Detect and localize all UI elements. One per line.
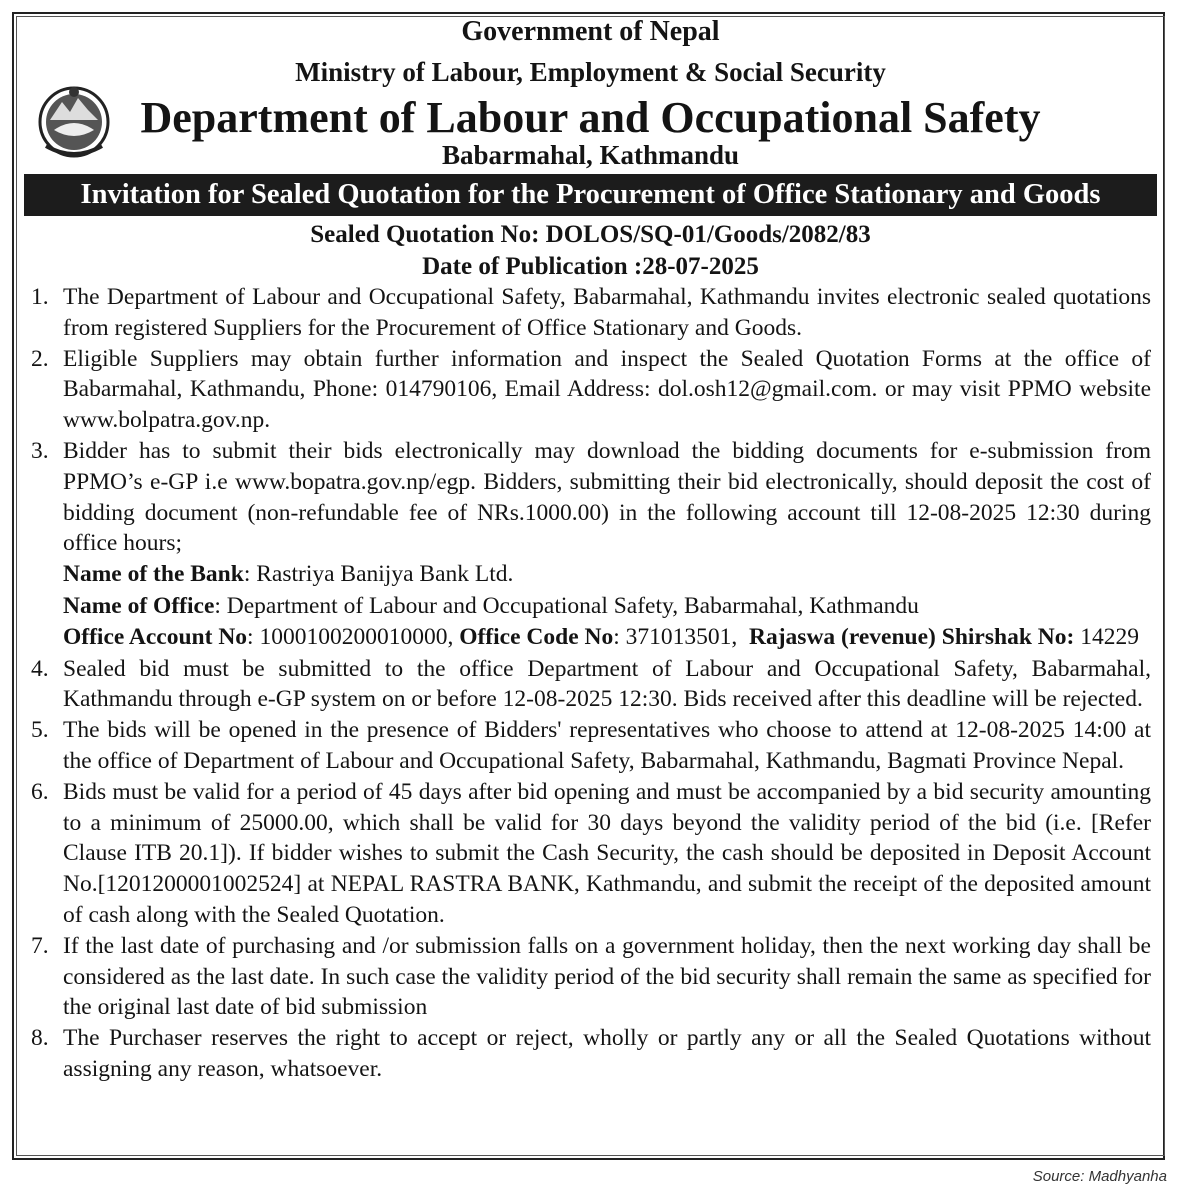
list-item (31, 1023, 1151, 1085)
rajaswa-value: 14229 (1074, 624, 1139, 651)
list-item (31, 931, 1151, 1023)
item-number: 7. (31, 932, 49, 959)
bank-name-line (31, 559, 1151, 591)
ministry-title: Ministry of Labour, Employment & Social Security (295, 57, 886, 87)
item-number: 5. (31, 717, 49, 744)
list-item (31, 777, 1151, 931)
item-text: Eligible Suppliers may obtain further information and inspect the Sealed Quotation Forms at the office of Babarmahal, Kathmandu, Phone: 014790106, Email Address: dol.osh12@gmail.com. or may visit PPMO website www.bolpatra.gov.np. (63, 345, 1151, 434)
quotation-number: Sealed Quotation No: DOLOS/SQ-01/Goods/2082/83 (310, 221, 871, 248)
list-item (31, 715, 1151, 777)
office-name-label: Name of Office (63, 592, 215, 619)
list-item (31, 436, 1151, 559)
rajaswa-label: Rajaswa (revenue) Shirshak No: (749, 624, 1075, 651)
government-title: Government of Nepal (461, 16, 720, 47)
list-item (31, 344, 1151, 436)
bank-name-value: : Rastriya Banijya Bank Ltd. (243, 561, 514, 588)
item-number: 6. (31, 778, 49, 805)
office-name-value: : Department of Labour and Occupational Safety, Babarmahal, Kathmandu (214, 592, 919, 619)
item-text: The bids will be opened in the presence of Bidders' representatives who choose to attend at 12-08-2025 14:00 at the office of Department of Labour and Occupational Safety, Babarmahal, Kathmandu, Bagmati Province Nepal. (63, 717, 1151, 775)
publication-date: Date of Publication :28-07-2025 (422, 253, 759, 280)
notice-items (31, 282, 1151, 1085)
item-text: If the last date of purchasing and /or submission falls on a government holiday, then the next working day shall be considered as the last date. In such case the validity period of the bid security shall remain the same as specified for the original last date of bid submission (63, 932, 1151, 1021)
item-text: Sealed bid must be submitted to the office Department of Labour and Occupational Safety, Babarmahal, Kathmandu through e-GP system on or before 12-08-2025 12:30. Bids received after this deadline will be rejected. (63, 655, 1151, 713)
office-code-value: : 371013501, (613, 624, 744, 651)
item-text: The Purchaser reserves the right to accept or reject, wholly or partly any or all the Sealed Quotations without assigning any reason, whatsoever. (63, 1025, 1151, 1083)
account-value: : 1000100200010000, (247, 624, 460, 651)
list-item (31, 282, 1151, 344)
item-number: 3. (31, 437, 49, 464)
office-name-line (31, 591, 1151, 623)
account-line (31, 622, 1151, 654)
bank-name-label: Name of the Bank (63, 561, 244, 588)
item-number: 4. (31, 655, 49, 682)
account-label: Office Account No (63, 624, 248, 651)
source-credit: Source: Madhyanha (1032, 1168, 1167, 1185)
item-text: Bids must be valid for a period of 45 days after bid opening and must be accompanied by a bid security amounting to a minimum of 25000.00, which shall be valid for 30 days beyond the validity period of the bid (i.e. [Refer Clause ITB 20.1]). If bidder wishes to submit the Cash Security, the cash should be deposited in Deposit Account No.[1201200001002524] at NEPAL RASTRA BANK, Kathmandu, and submit the receipt of the deposited amount of cash along with the Sealed Quotation. (63, 778, 1151, 929)
item-number: 8. (31, 1025, 49, 1052)
item-text: The Department of Labour and Occupational Safety, Babarmahal, Kathmandu invites electronic sealed quotations from registered Suppliers for the Procurement of Office Stationary and Goods. (63, 284, 1151, 341)
item-text: Bidder has to submit their bids electronically may download the bidding documents for e-submission from PPMO’s e-GP i.e www.bopatra.gov.np/egp. Bidders, submitting their bid electronically, should deposit the cost of bidding document (non-refundable fee of NRs.1000.00) in the following account till 12-08-2025 12:30 during office hours; (63, 437, 1151, 557)
item-number: 2. (31, 345, 49, 372)
department-title: Department of Labour and Occupational Safety (140, 93, 1041, 142)
item-number: 1. (31, 284, 49, 310)
invitation-banner: Invitation for Sealed Quotation for the Procurement of Office Stationary and Goods (24, 174, 1157, 216)
list-item (31, 654, 1151, 716)
department-address: Babarmahal, Kathmandu (441, 140, 740, 170)
office-code-label: Office Code No (459, 624, 614, 651)
